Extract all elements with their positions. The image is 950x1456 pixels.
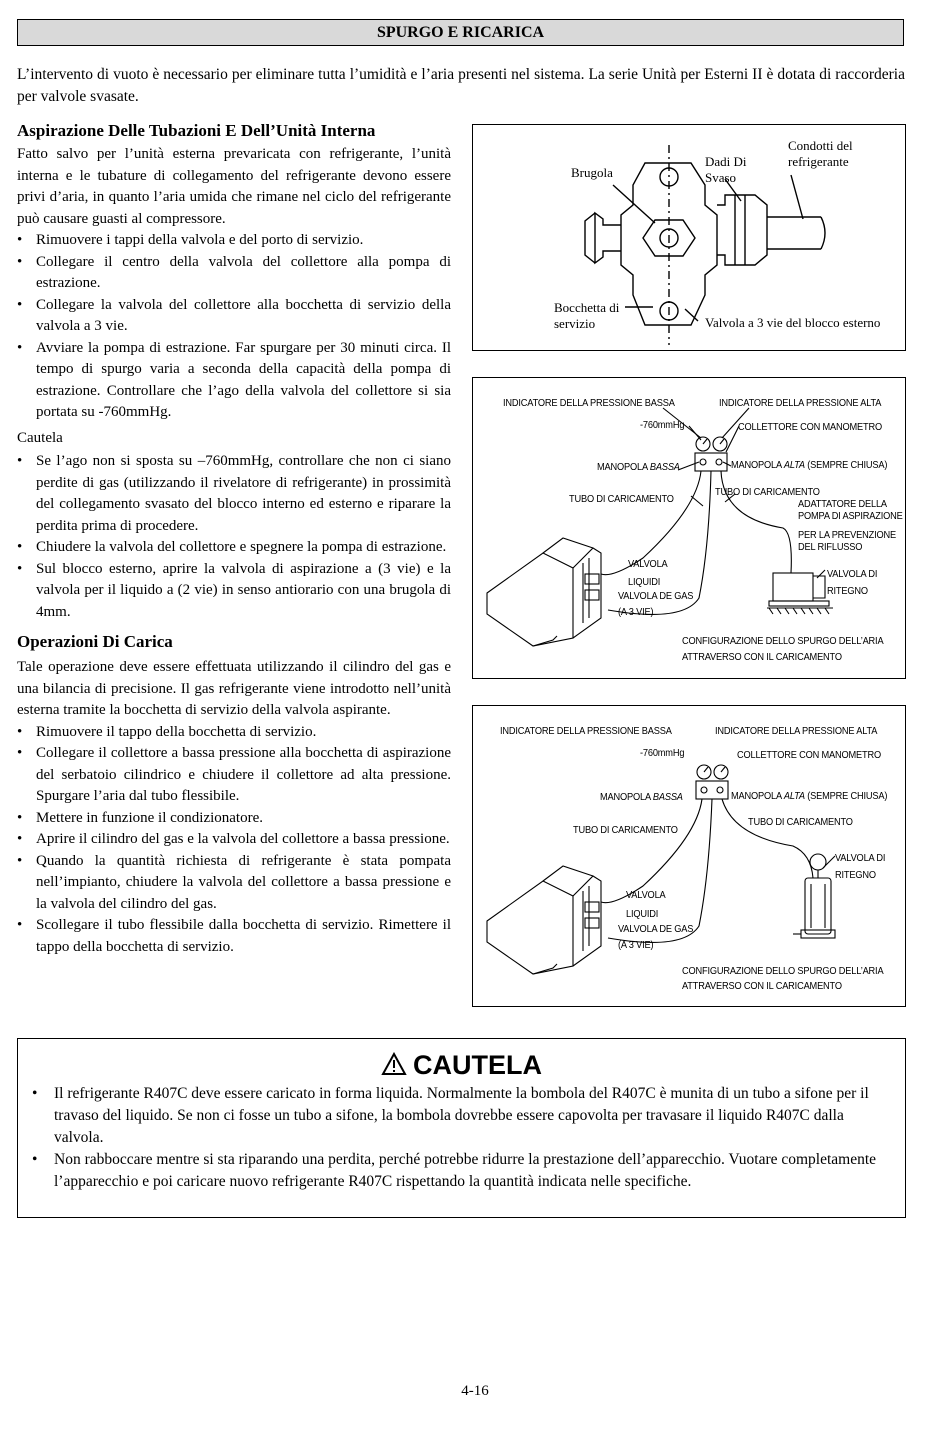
section2-steps (17, 722, 451, 959)
label-condotti-1: Condotti del (788, 138, 853, 153)
section2-paragraph: Tale operazione deve essere effettuata utilizzando il cilindro del gas e una bilancia di precisione. Il gas refrigerante viene introdotto nell’unità esterna tramite la bocchetta di servizio della valvola aspirante. (17, 659, 451, 718)
label-backflow-2: DEL RIFLUSSO (798, 541, 863, 553)
label-mmhg: -760mmHg (640, 419, 685, 431)
label-high-gauge: INDICATORE DELLA PRESSIONE ALTA (715, 725, 878, 737)
label-check-valve-1: VALVOLA DI (827, 568, 878, 580)
section-heading-carica: Operazioni Di Carica (17, 632, 173, 651)
label-backflow-1: PER LA PREVENZIONE (798, 529, 896, 541)
label-low-gauge: INDICATORE DELLA PRESSIONE BASSA (500, 725, 672, 737)
list-item: • Quando la quantità richiesta di refrigerante è stata pompata nell’impianto, chiudere la valvola del collettore a bassa pressione e la valvola del cilindro del gas. (17, 851, 451, 916)
list-item: • Sul blocco esterno, aprire la valvola di aspirazione a (3 vie) e la valvola per il liquido a (2 vie) in senso antiorario con una brugola di 4mm. (17, 559, 451, 624)
label-adapter-1: ADATTATORE DELLA (798, 498, 887, 510)
label-valvola-3-vie: Valvola a 3 vie del blocco esterno (705, 315, 881, 330)
label-high-gauge: INDICATORE DELLA PRESSIONE ALTA (719, 397, 882, 409)
label-knob-high: MANOPOLA ALTA (SEMPRE CHIUSA) (731, 459, 888, 471)
list-item: • Rimuovere i tappi della valvola e del porto di servizio. (17, 230, 451, 252)
label-valve-2: LIQUIDI (626, 908, 659, 920)
label-caption-2: ATTRAVERSO CON IL CARICAMENTO (682, 980, 842, 992)
left-column (17, 120, 451, 958)
label-valve-1: VALVOLA (626, 889, 666, 901)
warning-triangle-icon (381, 1051, 407, 1083)
label-knob-low: MANOPOLA BASSA (600, 791, 683, 803)
caution-title-text: CAUTELA (413, 1050, 542, 1080)
label-check-valve-2: RITEGNO (827, 585, 868, 597)
label-manifold: COLLETTORE CON MANOMETRO (737, 749, 881, 761)
caution-box (17, 1038, 906, 1218)
list-item: • Collegare la valvola del collettore alla bocchetta di servizio della valvola a 3 vie. (17, 295, 451, 338)
label-caption-1: CONFIGURAZIONE DELLO SPURGO DELL’ARIA (682, 635, 884, 647)
label-hose-left: TUBO DI CARICAMENTO (573, 824, 678, 836)
list-item: • Mettere in funzione il condizionatore. (17, 808, 451, 830)
label-dadi-2: Svaso (705, 170, 737, 185)
caution-list (28, 1083, 888, 1193)
label-caption-1: CONFIGURAZIONE DELLO SPURGO DELL’ARIA (682, 965, 884, 977)
page-number: 4-16 (461, 1383, 489, 1399)
label-dadi-1: Dadi Di (705, 154, 747, 169)
caution-title (18, 1049, 905, 1083)
list-item: • Il refrigerante R407C deve essere caricato in forma liquida. Normalmente la bombola del R407C è munita di un tubo a sifone per il travaso del liquido. Se non ci fosse un tubo a sifone, la bombola dovrebbe essere capovolta per travasare il liquido R407C dalla valvola. (28, 1083, 888, 1149)
section-heading-aspirazione: Aspirazione Delle Tubazioni E Dell’Unità Interna (17, 121, 376, 140)
label-valve-4: (A 3 VIE) (618, 939, 654, 951)
section1-caution-steps (17, 451, 451, 623)
list-item: • Avviare la pompa di estrazione. Far spurgare per 30 minuti circa. Il tempo di spurgo varia a seconda della capacità della pompa di estrazione. Controllare che l’ago della valvola del collettore si sia portata su -760mmHg. (17, 338, 451, 424)
section1-paragraph: Fatto salvo per l’unità esterna prevaricata con refrigerante, l’unità interna e le tubature di collegamento del refrigerante devono essere privi d’aria, in quanto l’aria umida che rimane nel ciclo del refrigerante può causare guasti al compressore. (17, 146, 451, 227)
list-item: • Collegare il collettore a bassa pressione alla bocchetta di aspirazione del serbatoio cilindrico e chiudere il collettore ad alta pressione. Spurgare l’aria dal tubo flessibile. (17, 743, 451, 808)
label-knob-high: MANOPOLA ALTA (SEMPRE CHIUSA) (731, 790, 888, 802)
list-item: • Non rabboccare mentre si sta riparando una perdita, perché potrebbe ridurre la prestazione dell’apparecchio. Vuotare completamente l’apparecchio e poi caricare nuovo refrigerante R407C rispettando la quantità indicata nelle specifiche. (28, 1149, 888, 1193)
label-knob-low: MANOPOLA BASSA (597, 461, 680, 473)
label-valve-1: VALVOLA (628, 558, 668, 570)
label-adapter-2: POMPA DI ASPIRAZIONE (798, 510, 903, 522)
figure-charging-cylinder (472, 705, 906, 1007)
page-title: SPURGO E RICARICA (17, 19, 904, 46)
figure-three-way-valve (472, 124, 906, 351)
label-bocchetta-1: Bocchetta di (554, 300, 620, 315)
label-valve-4: (A 3 VIE) (618, 606, 654, 618)
list-item: • Aprire il cilindro del gas e la valvola del collettore a bassa pressione. (17, 829, 451, 851)
label-check-valve-2: RITEGNO (835, 869, 876, 881)
label-caption-2: ATTRAVERSO CON IL CARICAMENTO (682, 651, 842, 663)
list-item: • Rimuovere il tappo della bocchetta di servizio. (17, 722, 451, 744)
label-check-valve-1: VALVOLA DI (835, 852, 886, 864)
label-valve-3: VALVOLA DE GAS (618, 923, 694, 935)
section1-steps (17, 230, 451, 424)
figure-purge-vacuum-pump (472, 377, 906, 679)
label-manifold: COLLETTORE CON MANOMETRO (738, 421, 882, 433)
label-valve-3: VALVOLA DE GAS (618, 590, 694, 602)
label-hose-right: TUBO DI CARICAMENTO (748, 816, 853, 828)
list-item: • Se l’ago non si sposta su –760mmHg, controllare che non ci siano perdite di gas (utilizzando il rivelatore di refrigerante) in prossimità del collegamento svasato del blocco interno ed esterno e riparare la perdita prima di procedere. (17, 451, 451, 537)
label-hose-right: TUBO DI CARICAMENTO (715, 486, 820, 498)
label-condotti-2: refrigerante (788, 154, 849, 169)
label-brugola: Brugola (571, 165, 613, 180)
label-mmhg: -760mmHg (640, 747, 685, 759)
intro-paragraph: L’intervento di vuoto è necessario per eliminare tutta l’umidità e l’aria presenti nel sistema. La serie Unità per Esterni II è dotata di raccorderia per valvole svasate. (17, 66, 905, 105)
list-item: • Chiudere la valvola del collettore e spegnere la pompa di estrazione. (17, 537, 451, 559)
label-hose-left: TUBO DI CARICAMENTO (569, 493, 674, 505)
list-item: • Scollegare il tubo flessibile dalla bocchetta di servizio. Rimettere il tappo della bocchetta di servizio. (17, 915, 451, 958)
label-low-gauge: INDICATORE DELLA PRESSIONE BASSA (503, 397, 675, 409)
list-item: • Collegare il centro della valvola del collettore alla pompa di estrazione. (17, 252, 451, 295)
label-bocchetta-2: servizio (554, 316, 596, 331)
label-valve-2: LIQUIDI (628, 576, 661, 588)
cautela-label: Cautela (17, 429, 63, 446)
